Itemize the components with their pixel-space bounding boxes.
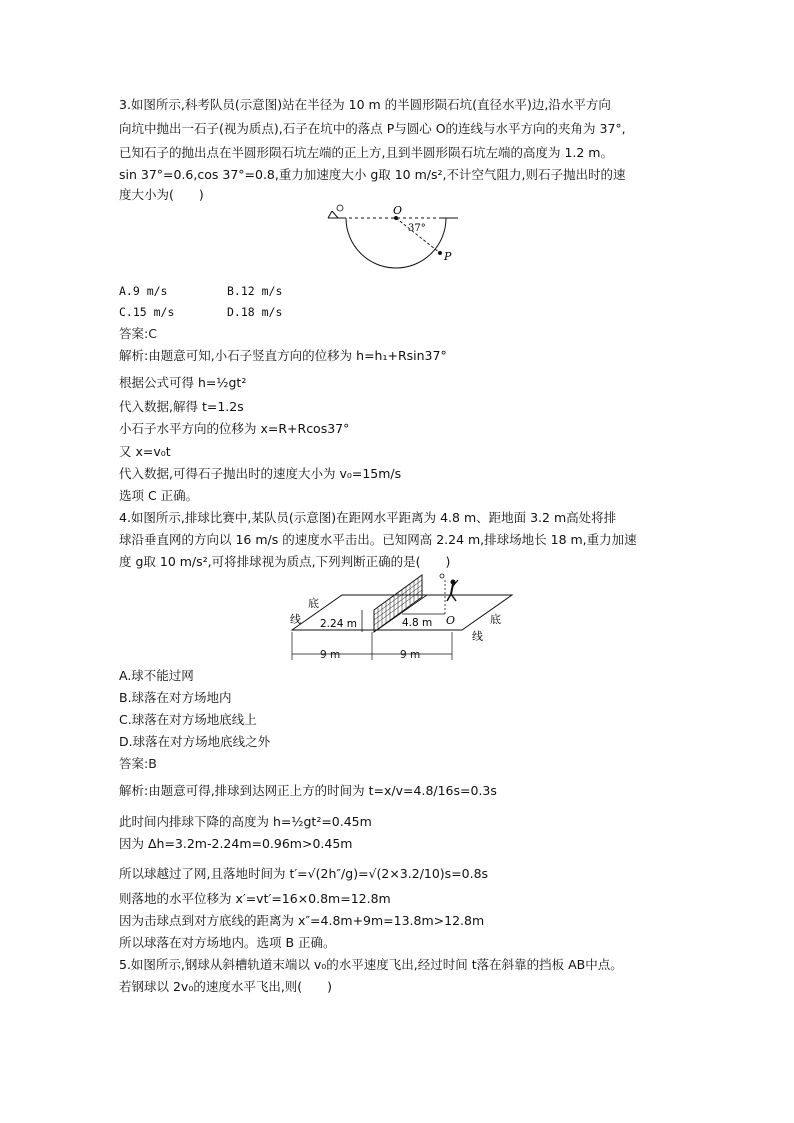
q4-solution-line-3: 因为 Δh=3.2m-2.24m=0.96m>0.45m [119,836,353,851]
q3-stem-line-2: 向坑中抛出一石子(视为质点),石子在坑中的落点 P与圆心 O的连线与水平方向的夹角为 37°, [119,121,626,136]
label-di-left: 底 [308,597,319,610]
label-o: O [446,614,456,627]
crater-figure [318,203,468,283]
q3-stem-line-1: 3.如图所示,科考队员(示意图)站在半径为 10 m 的半圆形陨石坑(直径水平)边,沿水平方向 [119,97,611,112]
q4-option-a: A.球不能过网 [119,668,194,683]
net-height-label: 2.24 m [320,618,357,630]
q3-answer: 答案:C [119,326,157,341]
q3-solution-line-1: 解析:由题意可知,小石子竖直方向的位移为 h=h₁+Rsin37° [119,348,447,363]
q4-stem-line-3: 度 g取 10 m/s²,可将排球视为质点,下列判断正确的是( ) [119,554,451,569]
ball-icon [440,574,444,578]
label-xian-left: 线 [290,613,301,626]
q5-stem-line-2: 若钢球以 2v₀的速度水平飞出,则( ) [119,979,333,994]
q4-option-d: D.球落在对方场地底线之外 [119,734,271,749]
half-court-right-label: 9 m [400,649,421,661]
q4-solution-line-4: 所以球越过了网,且落地时间为 t′=√(2h″/g)=√(2×3.2/10)s=0.8s [119,866,489,881]
q3-option-a: A.9 m/s [119,284,168,298]
q4-solution-line-1: 解析:由题意可得,排球到达网正上方的时间为 t=x/v=4.8/16s=0.3s [119,783,497,798]
angle-label: 37° [408,223,426,234]
court-figure [282,570,522,666]
q3-stem-line-4: sin 37°=0.6,cos 37°=0.8,重力加速度大小 g取 10 m/s²,不计空气阻力,则石子抛出时的速 [119,167,626,182]
q3-solution-line-7: 选项 C 正确。 [119,488,199,503]
q3-option-d: D.18 m/s [227,305,283,319]
q3-solution-line-4: 小石子水平方向的位移为 x=R+Rcos37° [119,421,350,436]
q4-stem-line-2: 球沿垂直网的方向以 16 m/s 的速度水平击出。已知网高 2.24 m,排球场地长 18 m,重力加速 [119,532,637,547]
label-o: O [393,204,403,217]
q4-answer: 答案:B [119,756,157,771]
q3-solution-line-6: 代入数据,可得石子抛出时的速度大小为 v₀=15m/s [119,466,402,481]
q4-option-c: C.球落在对方场地底线上 [119,712,257,727]
q5-stem-line-1: 5.如图所示,钢球从斜槽轨道末端以 v₀的水平速度飞出,经过时间 t落在斜靠的挡板 AB中点。 [119,957,623,972]
q4-solution-line-7: 所以球落在对方场地内。选项 B 正确。 [119,935,336,950]
label-di-right: 底 [490,613,501,626]
player-icon [440,574,458,601]
q3-solution-line-3: 代入数据,解得 t=1.2s [119,399,244,414]
q4-solution-line-6: 因为击球点到对方底线的距离为 x″=4.8m+9m=13.8m>12.8m [119,913,485,928]
crater-arc [346,218,446,268]
q4-solution-line-2: 此时间内排球下降的高度为 h=½gt²=0.45m [119,814,372,829]
q3-stem-line-5: 度大小为( ) [119,187,204,202]
person-icon [328,205,343,218]
q3-option-c: C.15 m/s [119,305,175,319]
label-xian-right: 线 [472,630,483,643]
q3-solution-line-2: 根据公式可得 h=½gt² [119,375,247,390]
point-p [438,251,442,255]
q3-option-b: B.12 m/s [227,284,283,298]
q4-solution-line-5: 则落地的水平位移为 x′=vt′=16×0.8m=12.8m [119,891,391,906]
q3-solution-line-5: 又 x=v₀t [119,444,171,459]
q4-option-b: B.球落在对方场地内 [119,690,232,705]
half-court-left-label: 9 m [320,649,341,661]
label-p: P [444,250,452,263]
distance-label: 4.8 m [402,617,433,629]
q4-stem-line-1: 4.如图所示,排球比赛中,某队员(示意图)在距网水平距离为 4.8 m、距地面 3.2 m高处将排 [119,510,617,525]
q3-stem-line-3: 已知石子的抛出点在半圆形陨石坑左端的正上方,且到半圆形陨石坑左端的高度为 1.2 m。 [119,145,613,160]
